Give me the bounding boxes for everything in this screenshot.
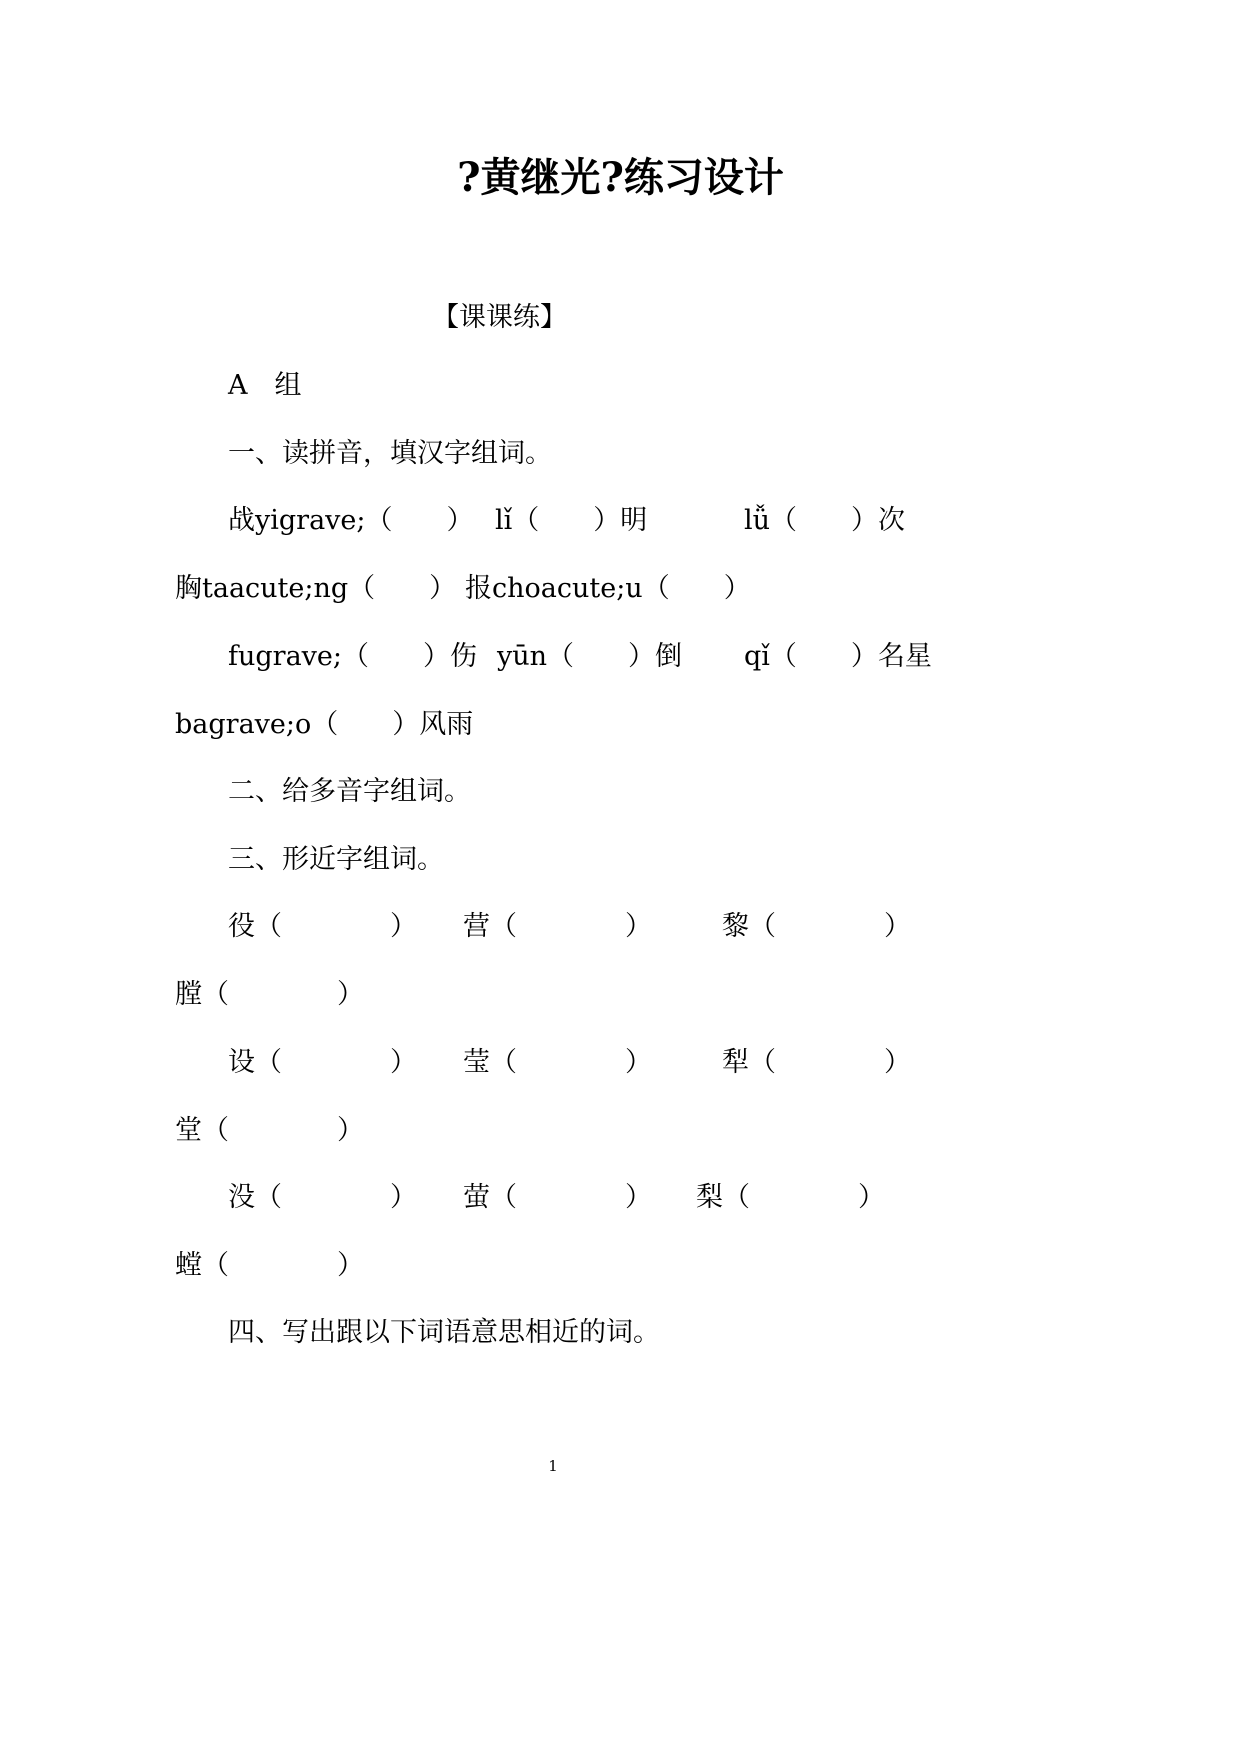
- q3-item-5: 设（ ）: [228, 1047, 417, 1078]
- question-2-heading: 二、给多音字组词。: [228, 776, 471, 807]
- q3-item-1: 役（ ）: [228, 911, 417, 942]
- q1-item-6: fugrave;（ ）伤: [228, 641, 477, 672]
- question-4-heading: 四、写出跟以下词语意思相近的词。: [228, 1317, 660, 1348]
- q1-item-1: 战yigrave;（ ）: [228, 505, 474, 536]
- question-3-heading: 三、形近字组词。: [228, 844, 444, 875]
- q3-item-7: 犁（ ）: [722, 1047, 911, 1078]
- q1-item-5: 报choacute;u（ ）: [465, 573, 751, 604]
- q3-item-8: 堂（ ）: [175, 1115, 364, 1146]
- page-number: 1: [548, 1457, 558, 1475]
- q3-item-4: 膛（ ）: [175, 979, 364, 1010]
- q3-item-12: 螳（ ）: [175, 1250, 364, 1281]
- q3-item-9: 没（ ）: [228, 1182, 417, 1213]
- question-1-heading: 一、读拼音，填汉字组词。: [228, 438, 552, 469]
- section-heading: 【课课练】: [432, 302, 567, 333]
- q3-item-2: 营（ ）: [463, 911, 652, 942]
- group-label: A 组: [228, 370, 302, 401]
- q1-item-3: lǚ（ ）次: [744, 505, 906, 536]
- q1-item-2: lǐ（ ）明: [495, 505, 648, 536]
- q1-item-7: yūn（ ）倒: [497, 641, 683, 672]
- q1-item-4: 胸taacute;ng（ ）: [175, 573, 457, 604]
- q1-item-8: qǐ（ ）名星: [744, 641, 932, 672]
- q3-item-6: 莹（ ）: [463, 1047, 652, 1078]
- q3-item-10: 萤（ ）: [463, 1182, 652, 1213]
- q1-item-9: bagrave;o（ ）风雨: [175, 709, 474, 740]
- document-title: ?黄继光?练习设计: [457, 154, 784, 201]
- q3-item-11: 梨（ ）: [696, 1182, 885, 1213]
- q3-item-3: 黎（ ）: [722, 911, 911, 942]
